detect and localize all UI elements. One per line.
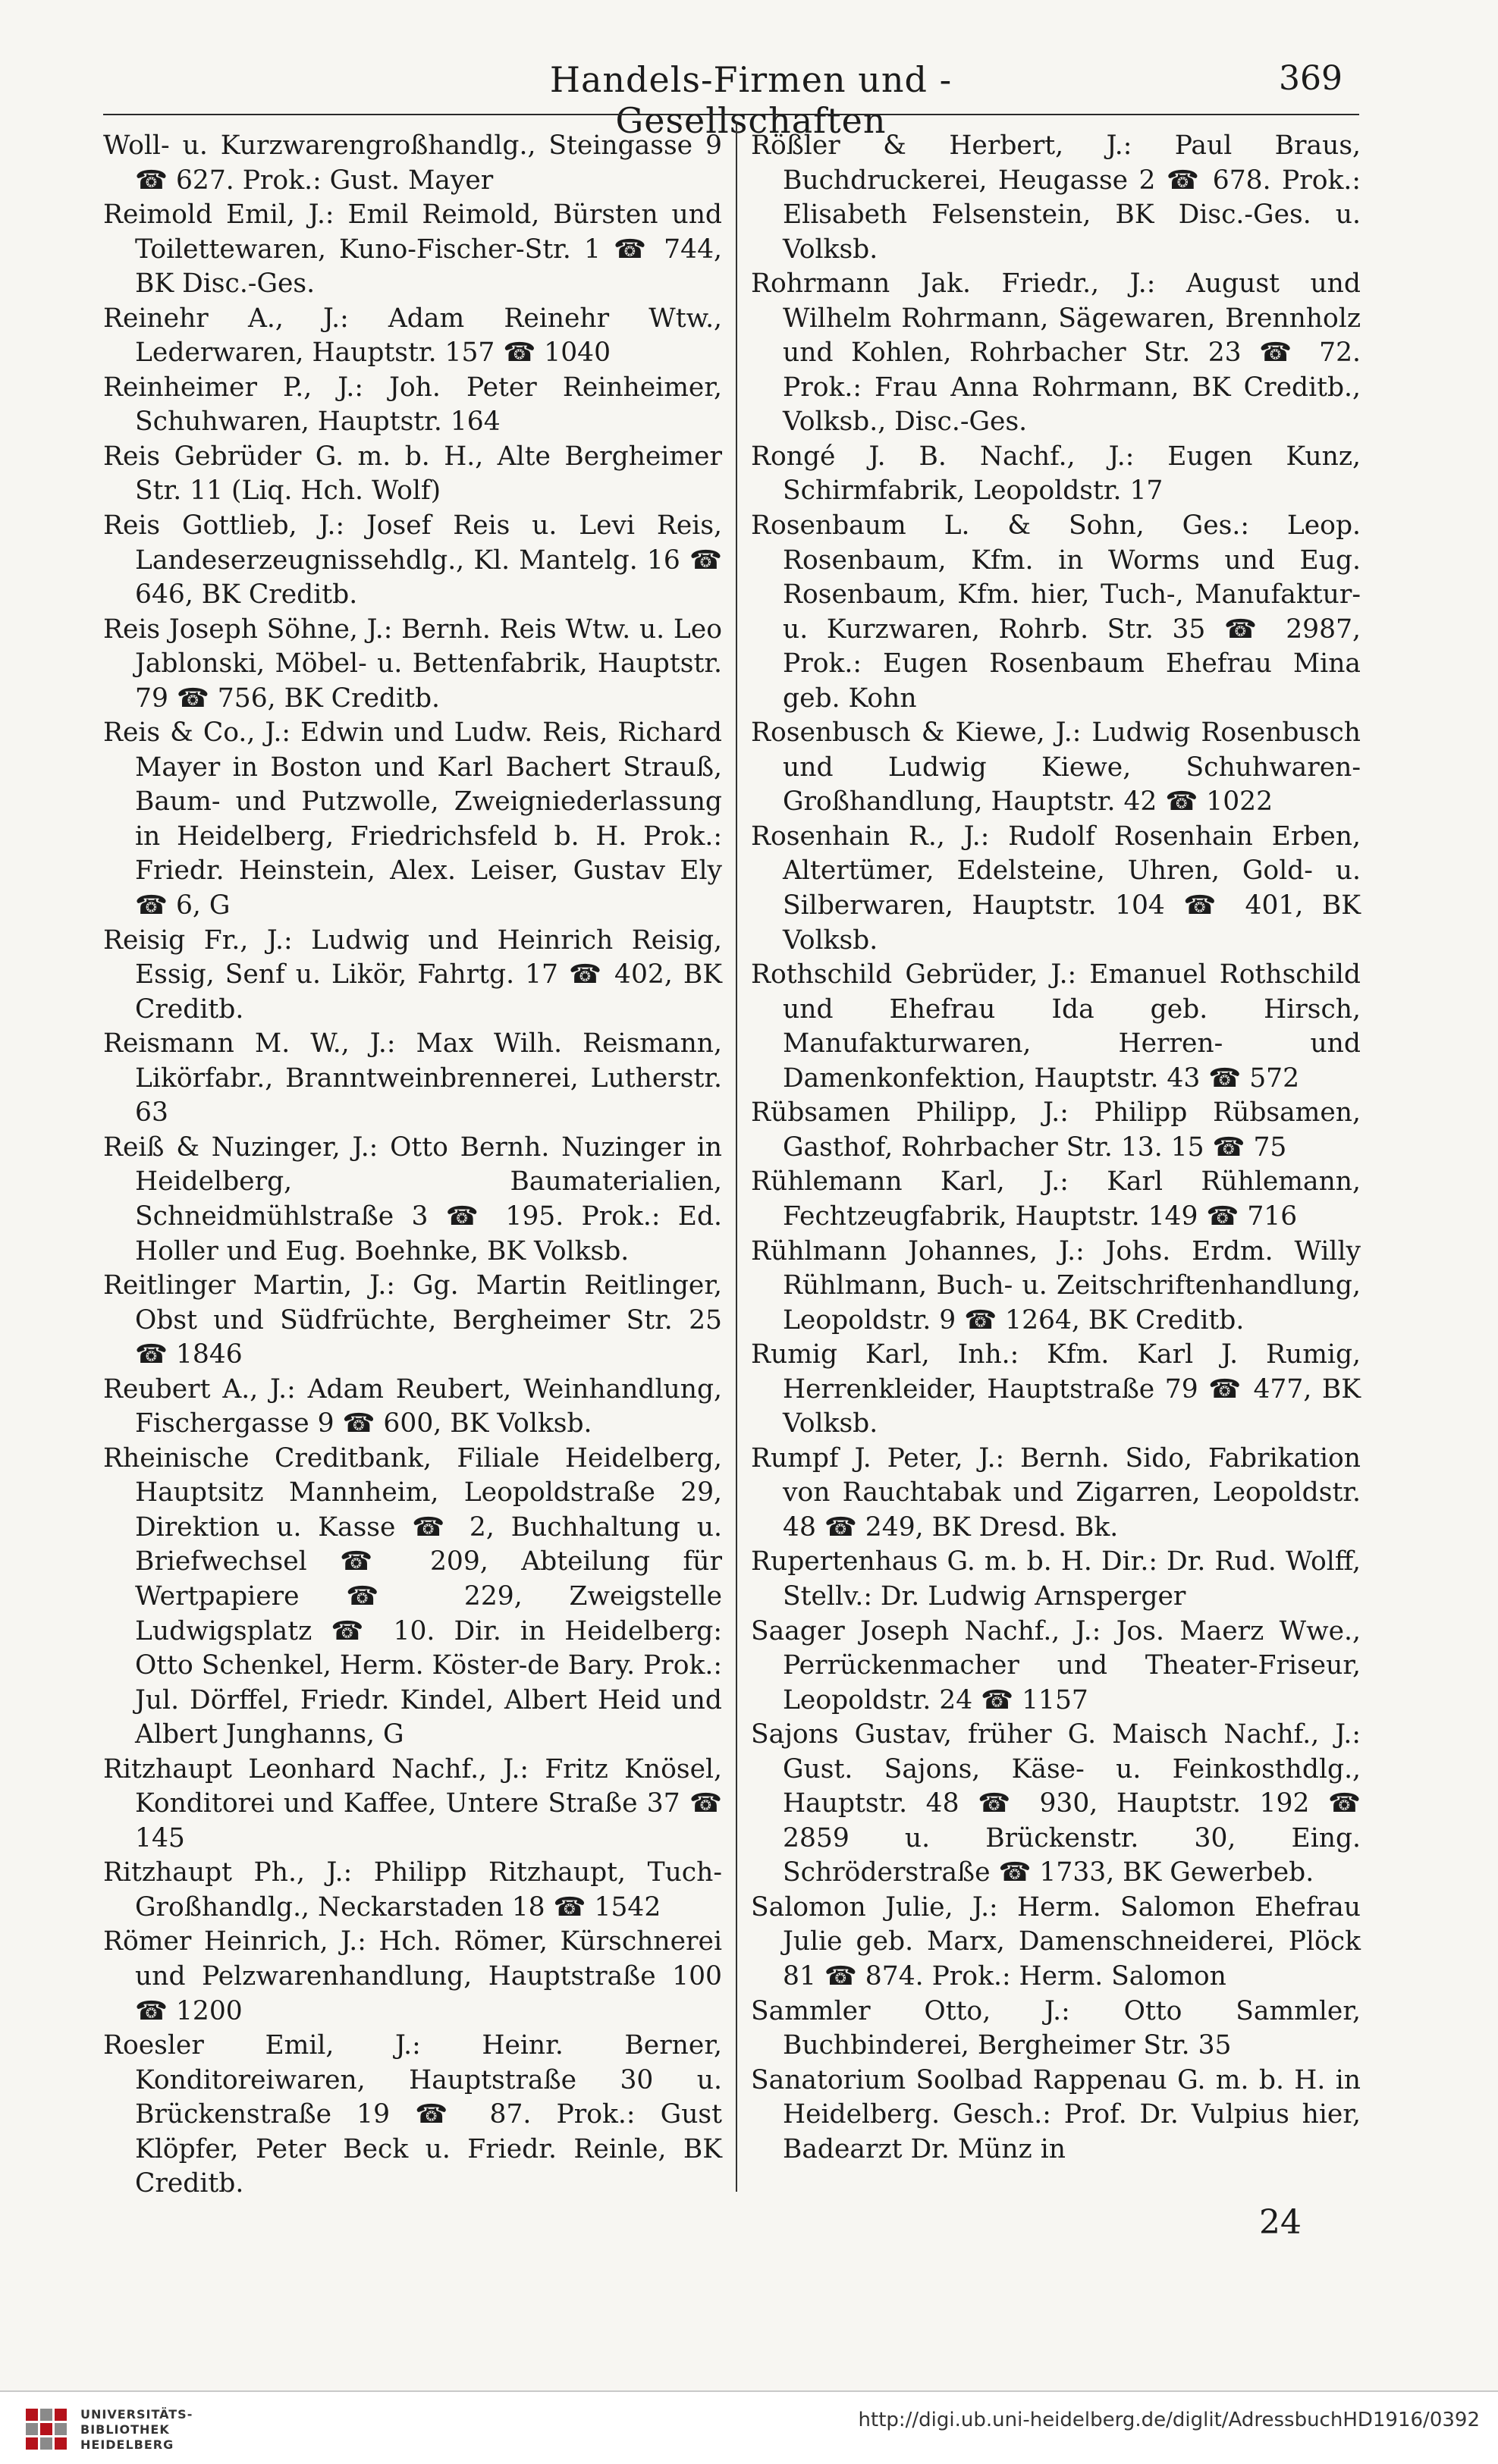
- directory-entry: Salomon Julie, J.: Herm. Salomon Ehefrau Julie geb. Marx, Damenschneiderei, Plöck 81 ☎ 874. Prok.: Herm. Salomon: [751, 1891, 1361, 1992]
- directory-entry: Rößler & Herbert, J.: Paul Braus, Buchdruckerei, Heugasse 2 ☎ 678. Prok.: Elisabeth Felsenstein, BK Disc.-Ges. u. Volksb.: [751, 130, 1361, 265]
- directory-entry: Reitlinger Martin, J.: Gg. Martin Reitlinger, Obst und Südfrüchte, Bergheimer Str. 25 ☎ 1846: [103, 1270, 722, 1370]
- directory-entry: Reinheimer P., J.: Joh. Peter Reinheimer, Schuhwaren, Hauptstr. 164: [103, 372, 722, 438]
- page-title: Handels-Firmen und -Gesellschaften: [549, 59, 953, 141]
- directory-entry: Saager Joseph Nachf., J.: Jos. Maerz Wwe., Perrückenmacher und Theater-Friseur, Leopoldstr. 24 ☎ 1157: [751, 1615, 1361, 1715]
- source-url-link[interactable]: http://digi.ub.uni-heidelberg.de/diglit/AdressbuchHD1916/0392: [858, 2409, 1480, 2431]
- directory-entry: Rühlemann Karl, J.: Karl Rühlemann, Fechtzeugfabrik, Hauptstr. 149 ☎ 716: [751, 1166, 1361, 1232]
- directory-entry: Rheinische Creditbank, Filiale Heidelberg, Hauptsitz Mannheim, Leopoldstraße 29, Direktion u. Kasse ☎ 2, Buchhaltung u. Briefwechsel ☎ 209, Abteilung für Wertpapiere ☎ 229, Zweigstelle Ludwigsplatz ☎ 10. Dir. in Heidelberg: Otto Schenkel, Herm. Köster-de Bary. Prok.: Jul. Dörffel, Friedr. Kindel, Albert Heid und Albert Junghanns, G: [103, 1442, 722, 1750]
- directory-entry: Rohrmann Jak. Friedr., J.: August und Wilhelm Rohrmann, Sägewaren, Brennholz und Kohlen, Rohrbacher Str. 23 ☎ 72. Prok.: Frau Anna Rohrmann, BK Creditb., Volksb., Disc.-Ges.: [751, 268, 1361, 438]
- directory-entry: Reis Gottlieb, J.: Josef Reis u. Levi Reis, Landeserzeugnissehdlg., Kl. Mantelg. 16 ☎ 646, BK Creditb.: [103, 510, 722, 611]
- header-divider: [103, 114, 1359, 115]
- directory-entry: Reis Gebrüder G. m. b. H., Alte Bergheimer Str. 11 (Liq. Hch. Wolf): [103, 441, 722, 507]
- directory-entry: Sajons Gustav, früher G. Maisch Nachf., J.: Gust. Sajons, Käse- u. Feinkosthdlg., Hauptstr. 48 ☎ 930, Hauptstr. 192 ☎ 2859 u. Brückenstr. 30, Eing. Schröderstraße ☎ 1733, BK Gewerbeb.: [751, 1719, 1361, 1888]
- library-name-line: BIBLIOTHEK: [80, 2422, 170, 2437]
- directory-entry: Rumpf J. Peter, J.: Bernh. Sido, Fabrikation von Rauchtabak und Zigarren, Leopoldstr. 48 ☎ 249, BK Dresd. Bk.: [751, 1442, 1361, 1543]
- directory-entry: Reis Joseph Söhne, J.: Bernh. Reis Wtw. u. Leo Jablonski, Möbel- u. Bettenfabrik, Hauptstr. 79 ☎ 756, BK Creditb.: [103, 614, 722, 714]
- directory-entry: Roesler Emil, J.: Heinr. Berner, Konditoreiwaren, Hauptstraße 30 u. Brückenstraße 19 ☎ 87. Prok.: Gust Klöpfer, Peter Beck u. Friedr. Reinle, BK Creditb.: [103, 2030, 722, 2199]
- directory-entry: Sammler Otto, J.: Otto Sammler, Buchbinderei, Bergheimer Str. 35: [751, 1995, 1361, 2061]
- directory-entry: Rumig Karl, Inh.: Kfm. Karl J. Rumig, Herrenkleider, Hauptstraße 79 ☎ 477, BK Volksb.: [751, 1339, 1361, 1439]
- column-divider: [736, 121, 737, 2192]
- footer: [0, 2392, 1498, 2464]
- directory-entry: Rosenhain R., J.: Rudolf Rosenhain Erben, Altertümer, Edelsteine, Uhren, Gold- u. Silberwaren, Hauptstr. 104 ☎ 401, BK Volksb.: [751, 821, 1361, 956]
- directory-entry: Reiß & Nuzinger, J.: Otto Bernh. Nuzinger in Heidelberg, Baumaterialien, Schneidmühlstraße 3 ☎ 195. Prok.: Ed. Holler und Eug. Boehnke, BK Volksb.: [103, 1132, 722, 1267]
- directory-entry: Rongé J. B. Nachf., J.: Eugen Kunz, Schirmfabrik, Leopoldstr. 17: [751, 441, 1361, 507]
- directory-entry: Rübsamen Philipp, J.: Philipp Rübsamen, Gasthof, Rohrbacher Str. 13. 15 ☎ 75: [751, 1097, 1361, 1163]
- directory-entry: Ritzhaupt Ph., J.: Philipp Ritzhaupt, Tuch-Großhandlg., Neckarstaden 18 ☎ 1542: [103, 1857, 722, 1923]
- directory-entry: Rosenbaum L. & Sohn, Ges.: Leop. Rosenbaum, Kfm. in Worms und Eug. Rosenbaum, Kfm. hier, Tuch-, Manufaktur- u. Kurzwaren, Rohrb. Str. 35 ☎ 2987, Prok.: Eugen Rosenbaum Ehefrau Mina geb. Kohn: [751, 510, 1361, 714]
- directory-entry: Woll- u. Kurzwarengroßhandlg., Steingasse 9 ☎ 627. Prok.: Gust. Mayer: [103, 130, 722, 196]
- directory-entry: Reisig Fr., J.: Ludwig und Heinrich Reisig, Essig, Senf u. Likör, Fahrtg. 17 ☎ 402, BK Creditb.: [103, 924, 722, 1025]
- directory-entry: Rühlmann Johannes, J.: Johs. Erdm. Willy Rühlmann, Buch- u. Zeitschriftenhandlung, Leopoldstr. 9 ☎ 1264, BK Creditb.: [751, 1235, 1361, 1336]
- university-library-logo-icon: [21, 2404, 71, 2454]
- directory-entry: Sanatorium Soolbad Rappenau G. m. b. H. in Heidelberg. Gesch.: Prof. Dr. Vulpius hier, Badearzt Dr. Münz in: [751, 2064, 1361, 2164]
- library-name-line: HEIDELBERG: [80, 2437, 174, 2452]
- directory-entry: Römer Heinrich, J.: Hch. Römer, Kürschnerei und Pelzwarenhandlung, Hauptstraße 100 ☎ 1200: [103, 1926, 722, 2026]
- directory-entry: Reismann M. W., J.: Max Wilh. Reismann, Likörfabr., Branntweinbrennerei, Lutherstr. 63: [103, 1028, 722, 1128]
- directory-entry: Ritzhaupt Leonhard Nachf., J.: Fritz Knösel, Konditorei und Kaffee, Untere Straße 37 ☎ 145: [103, 1753, 722, 1853]
- library-name: [80, 2407, 193, 2453]
- directory-entry: Reimold Emil, J.: Emil Reimold, Bürsten und Toilettewaren, Kuno-Fischer-Str. 1 ☎ 744, BK Disc.-Ges.: [103, 199, 722, 300]
- library-name-line: UNIVERSITÄTS-: [80, 2407, 193, 2422]
- directory-entry: Rosenbusch & Kiewe, J.: Ludwig Rosenbusch und Ludwig Kiewe, Schuhwaren-Großhandlung, Hauptstr. 42 ☎ 1022: [751, 717, 1361, 818]
- directory-entry: Rupertenhaus G. m. b. H. Dir.: Dr. Rud. Wolff, Stellv.: Dr. Ludwig Arnsperger: [751, 1546, 1361, 1612]
- directory-entry: Reubert A., J.: Adam Reubert, Weinhandlung, Fischergasse 9 ☎ 600, BK Volksb.: [103, 1373, 722, 1439]
- page-number: 369: [1279, 59, 1343, 98]
- directory-entry: Reinehr A., J.: Adam Reinehr Wtw., Lederwaren, Hauptstr. 157 ☎ 1040: [103, 303, 722, 369]
- directory-entry: Rothschild Gebrüder, J.: Emanuel Rothschild und Ehefrau Ida geb. Hirsch, Manufakturwaren, Herren- und Damenkonfektion, Hauptstr. 43 ☎ 572: [751, 959, 1361, 1094]
- signature-mark: 24: [1259, 2203, 1302, 2242]
- left-column: [103, 129, 722, 2202]
- right-column: [751, 129, 1361, 2167]
- directory-entry: Reis & Co., J.: Edwin und Ludw. Reis, Richard Mayer in Boston und Karl Bachert Strauß, Baum- und Putzwolle, Zweigniederlassung in Heidelberg, Friedrichsfeld b. H. Prok.: Friedr. Heinstein, Alex. Leiser, Gustav Ely ☎ 6, G: [103, 717, 722, 921]
